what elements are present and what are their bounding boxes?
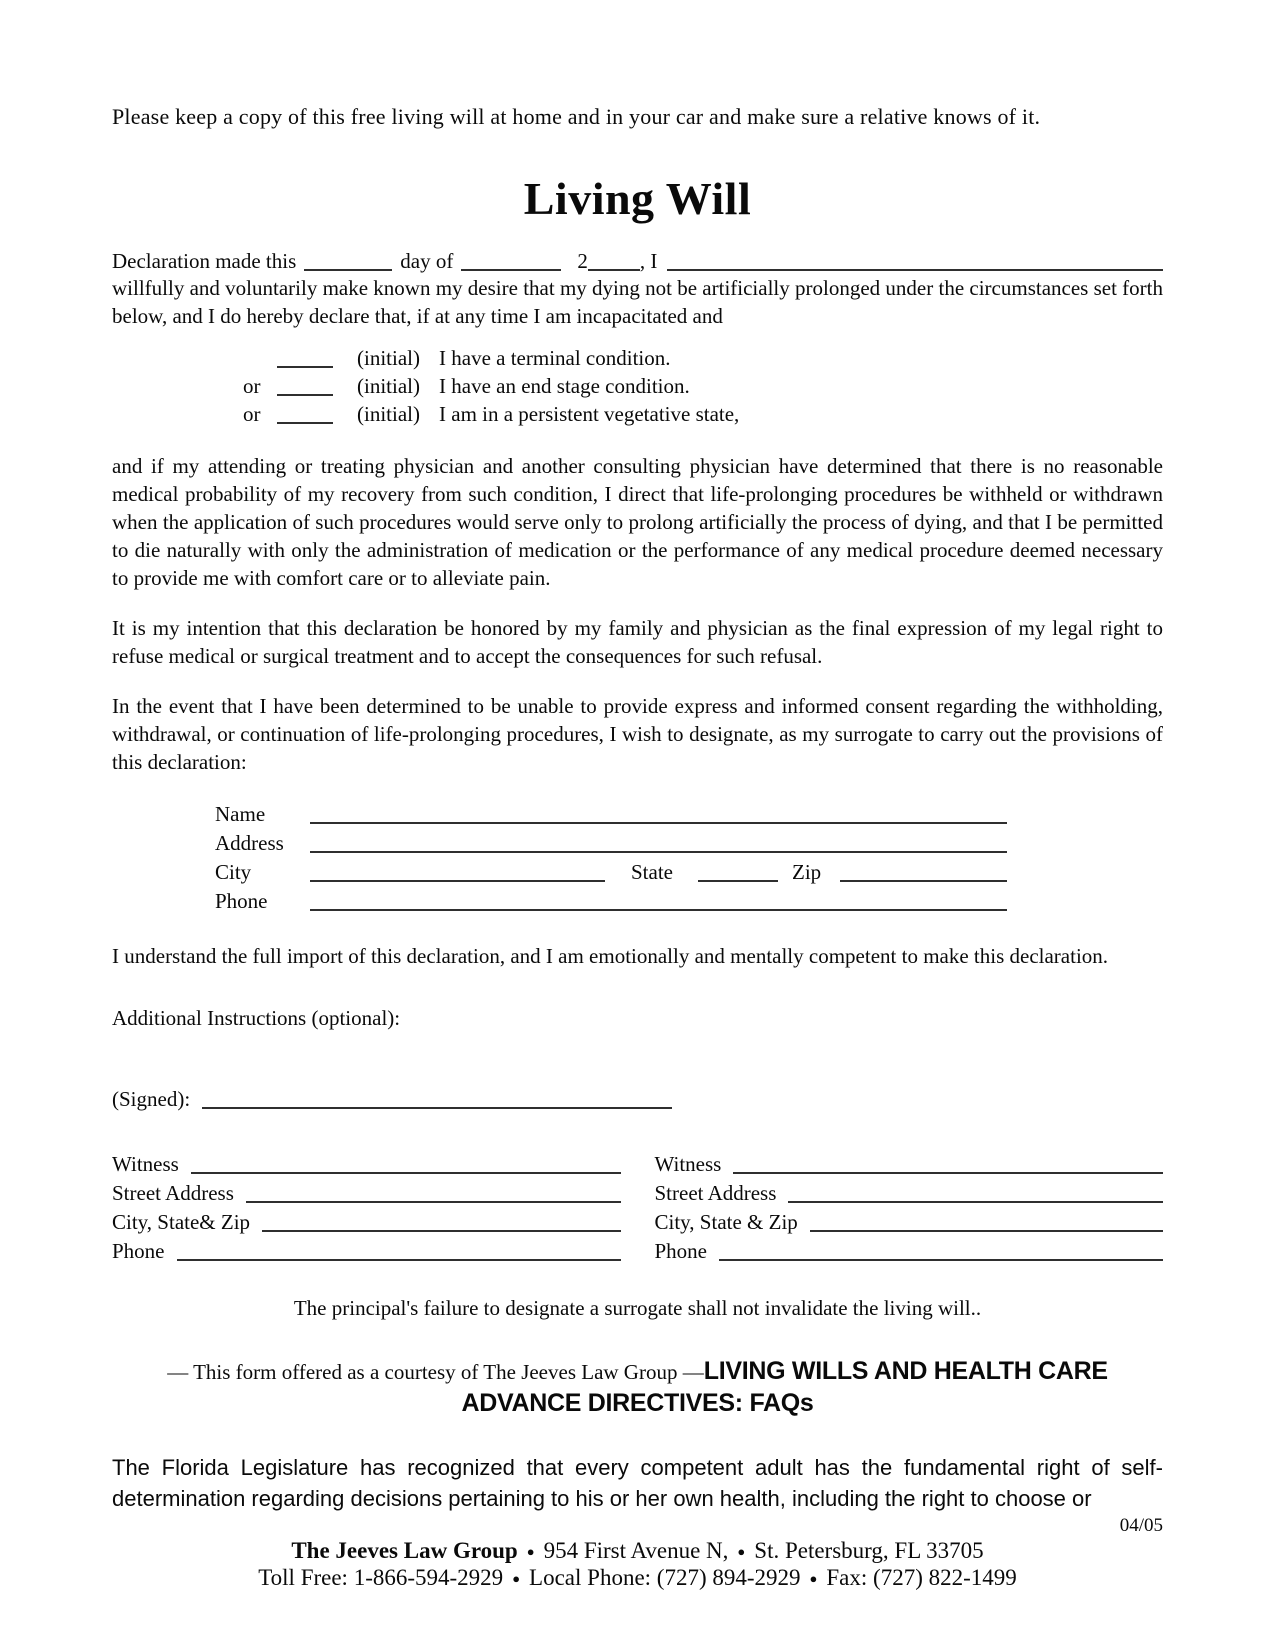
surrogate-phone-blank[interactable] bbox=[310, 909, 1007, 911]
declaration-date-line bbox=[112, 249, 1163, 274]
local-phone: Local Phone: (727) 894-2929 bbox=[529, 1565, 801, 1590]
phone-label: Phone bbox=[654, 1239, 707, 1263]
witness-section bbox=[112, 1152, 1163, 1268]
surrogate-address-blank[interactable] bbox=[310, 851, 1007, 853]
day-blank[interactable] bbox=[304, 269, 392, 271]
bullet-separator: ● bbox=[512, 1571, 521, 1586]
vegetative-state-text: I am in a persistent vegetative state, bbox=[439, 402, 740, 426]
revision-date: 04/05 bbox=[1119, 1515, 1163, 1536]
city-label: City bbox=[215, 860, 252, 884]
witness-2-street-row bbox=[655, 1181, 1164, 1210]
street-address-label: Street Address bbox=[654, 1181, 777, 1205]
witness-1-column bbox=[112, 1152, 621, 1268]
day-of-label: day of bbox=[400, 249, 454, 273]
address-label: Address bbox=[215, 831, 284, 855]
end-stage-condition-text: I have an end stage condition. bbox=[439, 374, 690, 398]
end-stage-initial-blank[interactable] bbox=[277, 394, 333, 396]
competency-paragraph: I understand the full import of this declaration, and I am emotionally and mentally competent to make this declaration. bbox=[112, 944, 1109, 968]
phone-label: Phone bbox=[215, 889, 268, 913]
surrogate-address-row bbox=[215, 831, 1007, 860]
zip-label: Zip bbox=[792, 860, 822, 884]
courtesy-line bbox=[112, 1357, 1163, 1386]
declarant-name-blank[interactable] bbox=[667, 269, 1163, 271]
declaration-body: willfully and voluntarily make known my desire that my dying not be artificially prolonged under the circumstances set forth below, and I do hereby declare that, if at any time I am incapacitated and bbox=[112, 276, 1163, 328]
surrogate-zip-blank[interactable] bbox=[840, 880, 1007, 882]
terminal-condition-initial-blank[interactable] bbox=[277, 366, 333, 368]
comma-i-label: , I bbox=[639, 249, 658, 273]
witness-2-column bbox=[655, 1152, 1164, 1268]
street-address-label: Street Address bbox=[112, 1181, 234, 1205]
vegetative-state-row bbox=[243, 402, 1163, 430]
initial-label: (initial) bbox=[357, 374, 420, 398]
terminal-condition-row bbox=[243, 346, 1163, 374]
surrogate-state-blank[interactable] bbox=[698, 880, 778, 882]
witness-1-phone-row bbox=[112, 1239, 621, 1268]
witness-2-street-blank[interactable] bbox=[788, 1201, 1163, 1203]
city-state-zip-label: City, State & Zip bbox=[654, 1210, 798, 1234]
courtesy-text: — This form offered as a courtesy of The Jeeves Law Group — bbox=[167, 1360, 704, 1384]
surrogate-city-blank[interactable] bbox=[310, 880, 605, 882]
witness-1-phone-blank[interactable] bbox=[177, 1259, 621, 1261]
signature-row bbox=[112, 1087, 1163, 1112]
declaration-made-this-label: Declaration made this bbox=[112, 249, 297, 273]
witness-2-city-state-zip-row bbox=[655, 1210, 1164, 1239]
witness-1-name-row bbox=[112, 1152, 621, 1181]
name-label: Name bbox=[215, 802, 266, 826]
keep-copy-notice: Please keep a copy of this free living will at home and in your car and make sure a relative knows of it. bbox=[112, 104, 1041, 129]
witness-1-name-blank[interactable] bbox=[191, 1172, 621, 1174]
witness-1-city-state-zip-blank[interactable] bbox=[262, 1230, 620, 1232]
witness-2-name-row bbox=[655, 1152, 1164, 1181]
vegetative-state-initial-blank[interactable] bbox=[277, 422, 333, 424]
surrogate-designation-paragraph: In the event that I have been determined to be unable to provide express and informed consent regarding the withholding, withdrawal, or continuation of life-prolonging procedures, I wish to designate, as my surrogate to carry out the provisions of this declaration: bbox=[112, 694, 1163, 774]
bullet-separator: ● bbox=[526, 1544, 535, 1559]
or-label: or bbox=[243, 374, 261, 398]
bullet-separator: ● bbox=[809, 1571, 818, 1586]
firm-name: The Jeeves Law Group bbox=[291, 1538, 518, 1563]
firm-address: 954 First Avenue N, bbox=[543, 1538, 729, 1563]
year-prefix: 2 bbox=[577, 249, 588, 273]
surrogate-city-state-zip-row bbox=[215, 860, 1007, 889]
witness-2-phone-row bbox=[655, 1239, 1164, 1268]
witness-label: Witness bbox=[654, 1152, 722, 1176]
living-wills-health-care-heading: LIVING WILLS AND HEALTH CARE bbox=[703, 1357, 1108, 1385]
witness-label: Witness bbox=[112, 1152, 179, 1176]
or-label: or bbox=[243, 402, 261, 426]
initial-label: (initial) bbox=[357, 346, 420, 370]
signature-blank[interactable] bbox=[202, 1107, 672, 1109]
principal-failure-note: The principal's failure to designate a surrogate shall not invalidate the living will.. bbox=[293, 1296, 982, 1320]
life-prolonging-directive-paragraph: and if my attending or treating physician and another consulting physician have determined that there is no reasonable medical probability of my recovery from such condition, I direct that life-prolonging procedures be withheld or withdrawn when the application of such procedures would serve only to prolong artificially the process of dying, and that I be permitted to die naturally with only the administration of medication or the performance of any medical procedure deemed necessary to provide me with comfort care or to alleviate pain. bbox=[112, 454, 1163, 590]
witness-2-name-blank[interactable] bbox=[733, 1172, 1163, 1174]
firm-city: St. Petersburg, FL 33705 bbox=[754, 1538, 984, 1563]
footer-line-1 bbox=[112, 1538, 1163, 1564]
witness-1-street-blank[interactable] bbox=[246, 1201, 621, 1203]
bullet-separator: ● bbox=[737, 1544, 746, 1559]
surrogate-name-blank[interactable] bbox=[310, 822, 1007, 824]
witness-2-city-state-zip-blank[interactable] bbox=[810, 1230, 1163, 1232]
initial-conditions-block bbox=[243, 346, 1163, 430]
signed-label: (Signed): bbox=[112, 1087, 191, 1111]
advance-directives-heading: ADVANCE DIRECTIVES: FAQs bbox=[461, 1389, 814, 1417]
city-state-zip-label: City, State& Zip bbox=[112, 1210, 251, 1234]
florida-legislature-paragraph: The Florida Legislature has recognized that every competent adult has the fundamental right of self-determination regarding decisions pertaining to his or her own health, including the right to choose or bbox=[112, 1455, 1163, 1511]
initial-label: (initial) bbox=[357, 402, 420, 426]
surrogate-contact-form bbox=[215, 802, 1007, 918]
toll-free-phone: Toll Free: 1-866-594-2929 bbox=[258, 1565, 504, 1590]
month-blank[interactable] bbox=[461, 269, 561, 271]
witness-1-street-row bbox=[112, 1181, 621, 1210]
intention-paragraph: It is my intention that this declaration be honored by my family and physician as the final expression of my legal right to refuse medical or surgical treatment and to accept the consequences for such refusal. bbox=[112, 616, 1163, 668]
witness-1-city-state-zip-row bbox=[112, 1210, 621, 1239]
additional-instructions-label: Additional Instructions (optional): bbox=[112, 1006, 401, 1030]
state-label: State bbox=[631, 860, 673, 884]
document-title: Living Will bbox=[523, 173, 752, 224]
witness-2-phone-blank[interactable] bbox=[719, 1259, 1163, 1261]
phone-label: Phone bbox=[112, 1239, 165, 1263]
surrogate-phone-row bbox=[215, 889, 1007, 918]
fax-number: Fax: (727) 822-1499 bbox=[826, 1565, 1017, 1590]
end-stage-condition-row bbox=[243, 374, 1163, 402]
year-blank[interactable] bbox=[588, 269, 640, 271]
surrogate-name-row bbox=[215, 802, 1007, 831]
footer-line-2 bbox=[112, 1565, 1163, 1591]
terminal-condition-text: I have a terminal condition. bbox=[439, 346, 671, 370]
